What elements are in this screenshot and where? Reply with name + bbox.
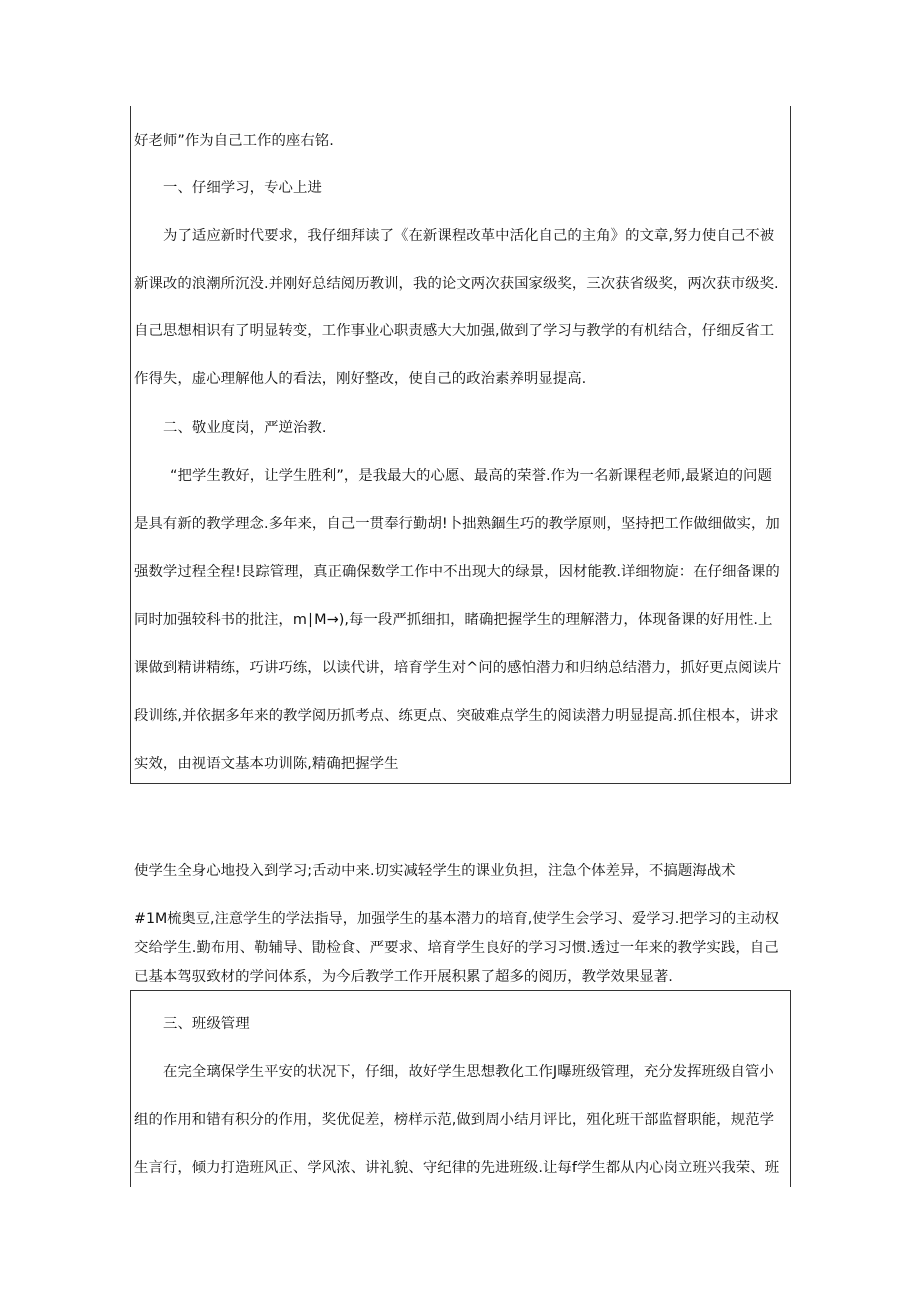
box1-line-3: 为了适应新时代要求，我仔细拜读了《在新课程改革中活化自己的主角》的文章,努力使自己不被 [163,228,775,244]
box1-line-9: 是具有新的教学理念.多年来，自己一贯奉行勤胡!卜拙熟錮生巧的教学原则，坚持把工作做细做实，加 [134,516,780,532]
middle-line-2: #1M梳奥豆,注意学生的学法指导，加强学生的基本潜力的培育,使学生会学习、爱学习.把学习的主动权 [134,911,779,927]
box1-line-12: 课做到精讲精练，巧讲巧练，以读代讲，培育学生对^问的感怕潜力和归纳总结潜力，抓好更点阅读片 [134,660,782,676]
middle-line-3: 交给学生.勤布用、勒辅导、勖检食、严要求、培育学生良好的学习习惯.透过一年来的教学实践，自己 [134,940,779,956]
box1-line-6: 作得失，虚心理解他人的看法，刚好整改，使自己的政治素养明显提高. [134,371,587,387]
box1-bottom-border [130,783,791,784]
box2-line-2: 在完全璃保学生平安的状况下，仔细，故好学生思想教化工作J曝班级管理，充分发挥班级自管小 [163,1064,774,1080]
section-heading-3: 三、班级管理 [163,1016,250,1032]
box1-line-10: 强数学过程全程!艮踪管理，真正确保数学工作中不出现大的绿景，因材能教.详细物旋：在仔细备课的 [134,564,780,580]
section-heading-2: 二、敬业度岗，严逆治教. [163,420,327,436]
box1-right-border [790,106,791,784]
section-heading-1: 一、仔细学习，专心上进 [163,180,322,196]
box2-line-4: 生言行，倾力打造班风正、学风浓、讲礼貌、守纪律的先进班级.让每f学生都从内心岗立班兴我荣、班 [134,1160,780,1176]
box1-line-13: 段训练,并依据多年来的教学阅历抓考点、练更点、突破难点学生的阅读潜力明显提高.抓住根本，讲求 [134,708,779,724]
box1-line-11: 同时加强较科书的批注，m∣M→),每一段严抓细扣，睹确把握学生的理解潜力，体现备课的好用性.上 [134,612,773,628]
middle-line-4: 已基本驾驭致材的学问体系，为今后教学工作开展积累了超多的阅历，教学效果显著. [134,969,673,985]
box2-line-3: 组的作用和错有积分的作用，奖优促差，榜样示范,做到周小结月评比，殂化班干部监督职能，规范学 [134,1112,775,1128]
box1-line-5: 自己思想相识有了明显转变，工作事业心职责感大大加强,做到了学习与教学的有机结合，仔细反省工 [134,323,775,339]
box1-left-border [130,106,131,784]
middle-line-1: 使学生全身心地投入到学习;舌动中来.切实减轻学生的课业负担，注急个体差异，不搞题海战术 [134,863,736,879]
box1-line-4: 新课改的浪潮所沉没.并刚好总结阅历教训，我的论文两次获国家级奖，三次获省级奖，两次获市级奖. [134,276,779,292]
box2-right-border [790,990,791,1187]
box1-line-1: 好老师”作为自己工作的座右铭. [134,133,334,149]
box2-left-border [130,990,131,1187]
box1-line-14: 实效，由视语文基本功训陈,精确把握学生 [134,756,399,772]
box1-line-8: “把学生教好，让学生胜利”，是我最大的心愿、最高的荣誉.作为一名新课程老师,最紧迫的问题 [170,468,772,484]
box2-top-border [130,990,791,991]
